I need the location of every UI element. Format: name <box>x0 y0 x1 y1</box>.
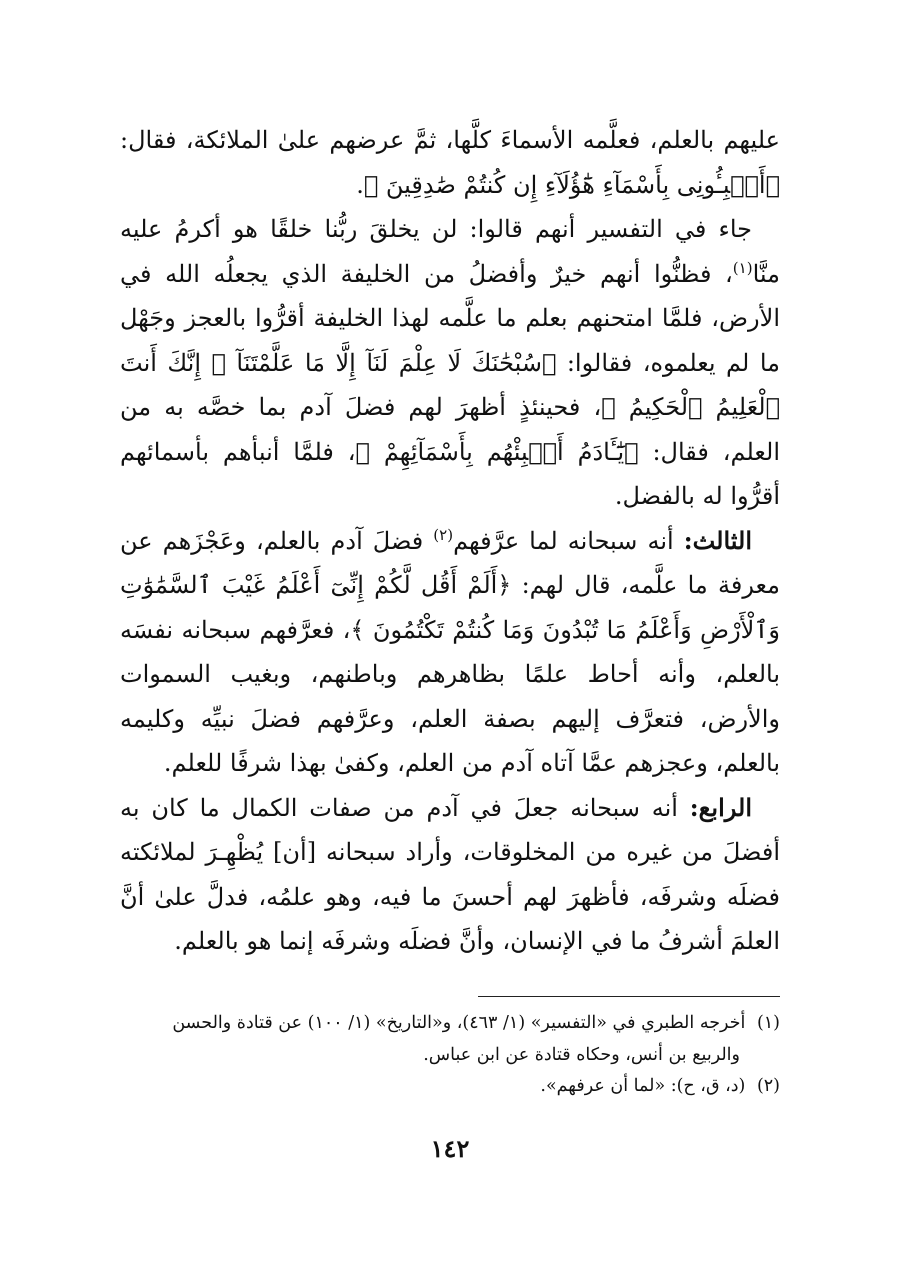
paragraph-2-text-a: جاء في التفسير أنهم قالوا: لن يخلقَ ربُّنا خلقًا هو أكرمُ عليه منَّا <box>120 215 780 288</box>
paragraph-2-text-b: ، فظنُّوا أنهم خيرٌ وأفضلُ من الخليفة الذي يجعلُه الله في الأرض، فلمَّا امتحنهم بعلم ما علَّمه لهذا الخليفة أقرُّوا بالعجز وجَهْل ما لم يعلموه، فقالوا: ﴿سُبْحَٰنَكَ لَا عِلْمَ لَنَآ إِلَّا مَا عَلَّمْتَنَآ ۖ إِنَّكَ أَنتَ ٱلْعَلِيمُ ٱلْحَكِيمُ ﴾، فحينئذٍ أظهرَ لهم فضلَ آدم بما خصَّه به من العلم، فقال: ﴿يَٰٓـَٔادَمُ أَنۢبِئْهُم بِأَسْمَآئِهِمْ ﴾، فلمَّا أنبأهم بأسمائهم أقرُّوا له بالفضل. <box>120 259 780 510</box>
footnote-1-continuation <box>120 1040 780 1072</box>
paragraph-3-lead: الثالث: <box>683 525 752 555</box>
footnote-separator <box>478 996 780 997</box>
paragraph-4-lead: الرابع: <box>689 792 752 822</box>
footnote-1-line-2: والربيع بن أنس، وحكاه قتادة عن ابن عباس. <box>423 1044 740 1065</box>
paragraph-1-text: عليهم بالعلم، فعلَّمه الأسماءَ كلَّها، ثمَّ عرضهم علىٰ الملائكة، فقال: ﴿أَنۢبِـُٔونِى بِأَسْمَآءِ هَٰٓؤُلَآءِ إِن كُنتُمْ صَٰدِقِينَ ﴾. <box>120 126 780 199</box>
page-number: ١٤٢ <box>430 1134 470 1163</box>
body-text <box>120 118 780 964</box>
main-text <box>120 118 780 964</box>
paragraph-4-text: أنه سبحانه جعلَ في آدم من صفات الكمال ما كان به أفضلَ من غيره من المخلوقات، وأراد سبحانه [أن] يُظْهِـرَ لملائكته فضلَه وشرفَه، فأظهرَ لهم أحسنَ ما فيه، وهو علمُه، فدلَّ علىٰ أنَّ العلمَ أشرفُ ما في الإنسان، وأنَّ فضلَه وشرفَه إنما هو بالعلم. <box>120 793 780 955</box>
footnote-2-number: (٢) <box>756 1076 780 1096</box>
paragraph-4 <box>120 786 780 964</box>
paragraph-3-text-a: أنه سبحانه لما عرَّفهم <box>453 526 684 555</box>
footnote-ref-1[interactable]: (١) <box>732 258 753 277</box>
footnote-1-number: (١) <box>756 1013 780 1033</box>
footnote-1-line-1: أخرجه الطبري في «التفسير» (١/ ٤٦٣)، و«التاريخ» (١/ ١٠٠) عن قتادة والحسن <box>172 1013 746 1033</box>
paragraph-2 <box>120 207 780 519</box>
paragraph-3 <box>120 519 780 786</box>
footnote-ref-2[interactable]: (٢) <box>433 525 454 544</box>
paragraph-1 <box>120 118 780 207</box>
paragraph-3-text-b: فضلَ آدم بالعلم، وعَجْزَهم عن معرفة ما علَّمه، قال لهم: ﴿أَلَمْ أَقُل لَّكُمْ إِنِّىٓ أَعْلَمُ غَيْبَ ٱلسَّمَٰوَٰتِ وَٱلْأَرْضِ وَأَعْلَمُ مَا تُبْدُونَ وَمَا كُنتُمْ تَكْتُمُونَ ﴾، فعرَّفهم سبحانه نفسَه بالعلم، وأنه أحاط علمًا بظاهرهم وباطنهم، وبغيب السموات والأرض، فتعرَّف إليهم بصفة العلم، وعرَّفهم فضلَ نبيِّه وكليمه بالعلم، وعجزهم عمَّا آتاه آدم من العلم، وكفىٰ بهذا شرفًا للعلم. <box>120 526 780 777</box>
footnote-2-line-1: (د، ق، ح): «لما أن عرفهم». <box>540 1076 746 1096</box>
footnotes <box>120 1008 780 1103</box>
footnote-2 <box>120 1071 780 1103</box>
footnote-1 <box>120 1008 780 1040</box>
